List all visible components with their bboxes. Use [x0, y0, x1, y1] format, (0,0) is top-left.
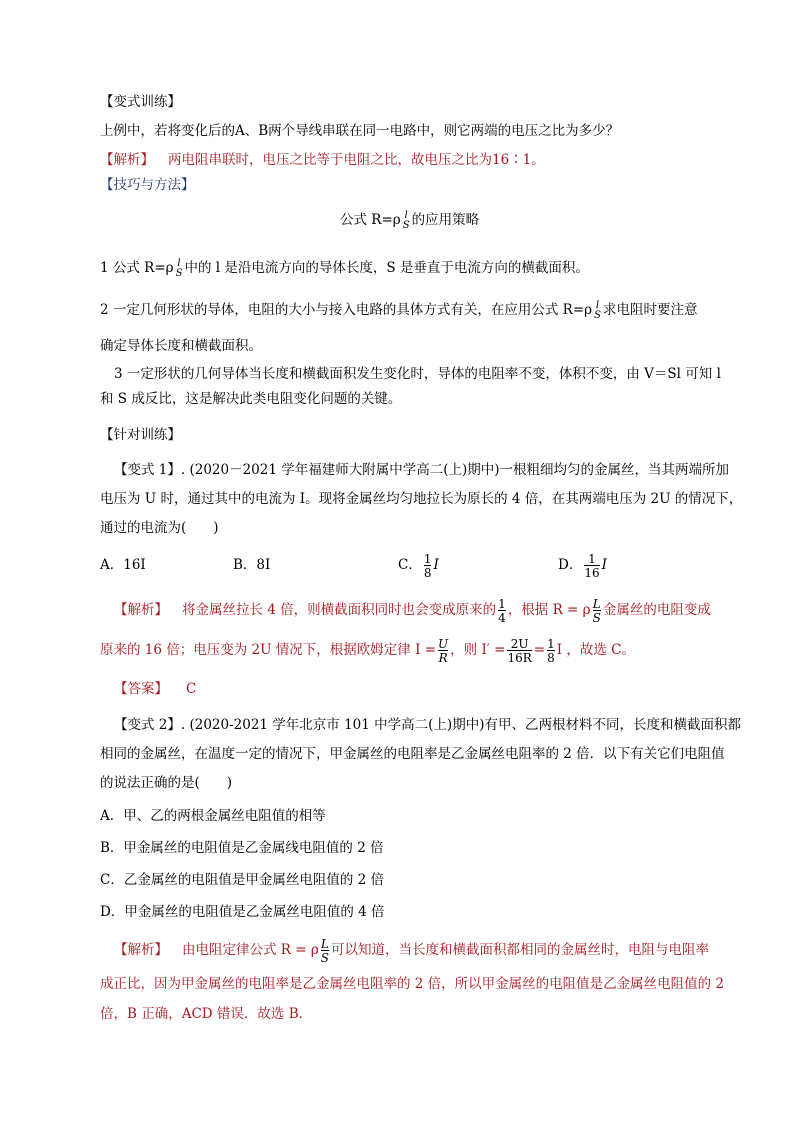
formula-fraction [403, 211, 410, 231]
q2-line2: 相同的金属丝，在温度一定的情况下，甲金属丝的电阻率是乙金属丝电阻率的 2 倍．以下有关它们电阻值 [100, 746, 725, 762]
q1-analysis-text: 将金属丝拉长 4 倍，则横截面积同时也会变成原来的 [182, 602, 497, 618]
q2-option-c: C．乙金属丝的电阻值是甲金属丝电阻值的 2 倍 [100, 872, 385, 888]
tips-item2-post: 求电阻时要注意 [602, 302, 698, 318]
q2-analysis-pre: 由电阻定律公式 R = ρ [182, 942, 319, 958]
q2-option-b: B．甲金属丝的电阻值是乙金属线电阻值的 2 倍 [100, 840, 384, 856]
frac-num: 1 [498, 596, 506, 611]
frac-num: U [438, 636, 449, 651]
q2-line3: 的说法正确的是( ) [100, 775, 233, 791]
tips-title [340, 202, 479, 238]
q1-analysis-line2 [100, 630, 635, 670]
answer-value: C [186, 681, 197, 697]
frac-den: S [175, 267, 183, 279]
analysis-label: 【解析】 [114, 942, 168, 958]
q1-analysis-mid: ，根据 R = ρ [507, 602, 591, 618]
tips-item-2 [100, 292, 697, 328]
tips-item-3-line2: 和 S 成反比，这是解决此类电阻变化问题的关键。 [100, 391, 402, 407]
analysis-text: 两电阻串联时，电压之比等于电阻之比，故电压之比为16∶1。 [168, 152, 545, 168]
variant-question: 上例中，若将变化后的A、B两个导线串联在同一电路中，则它两端的电压之比为多少？ [100, 123, 620, 139]
tips-heading: 【技巧与方法】 [100, 177, 195, 193]
q1-analysis-post: 金属丝的电阻变成 [602, 602, 711, 618]
q1-line1 [114, 460, 729, 480]
q1-option-b: B．8I [233, 557, 271, 573]
training-heading: 【针对训练】 [100, 427, 181, 443]
q2-line1-text: . (2020-2021 学年北京市 101 中学高二(上)期中)有甲、乙两根材料不同，长度和横截面积都 [180, 717, 741, 733]
tips-item1-post: 中的 l 是沿电流方向的导体长度，S 是垂直于电流方向的横截面积。 [184, 260, 589, 276]
tips-item1-pre: 1 公式 R=ρ [100, 260, 174, 276]
q1-option-c [398, 545, 439, 585]
frac-den: 8 [423, 565, 432, 580]
fraction-l-over-s [321, 938, 329, 964]
frac-num: 1 [588, 551, 596, 566]
q2-analysis-line2: 成正比，因为甲金属丝的电阻率是乙金属丝电阻率的 2 倍，所以甲金属丝的电阻值是乙金属丝电阻值的 2 [100, 976, 725, 992]
option-c-fraction [424, 553, 432, 579]
frac-den: 8 [547, 650, 555, 665]
section-heading-variant-training: 【变式训练】 [100, 94, 181, 110]
frac-num: l [595, 299, 600, 311]
q2-analysis-post: 可以知道，当长度和横截面积都相同的金属丝时，电阻与电阻率 [331, 942, 710, 958]
tips-item-3-line1: 3 一定形状的几何导体当长度和横截面积发生变化时，导体的电阻率不变，体积不变，由 V＝Sl 可知 l [114, 366, 721, 382]
tips-title-pre: 公式 R=ρ [340, 212, 401, 228]
frac-num: 1 [547, 636, 555, 651]
frac-num: 1 [423, 551, 432, 566]
tips-item-2-line2: 确定导体长度和横截面积。 [100, 338, 262, 354]
q1-option-d [558, 545, 607, 585]
frac-den: 16 [584, 565, 600, 580]
option-d-fraction [584, 553, 599, 579]
formula-fraction [594, 301, 601, 321]
option-c-label: C． [398, 557, 422, 573]
frac-den: 4 [498, 610, 506, 625]
analysis-1 [100, 150, 545, 170]
option-d-tail: I [601, 557, 607, 573]
fraction-u-over-r [438, 638, 448, 664]
tips-title-post: 的应用策略 [411, 212, 480, 228]
q1-label: 【变式 1】 [114, 462, 181, 478]
q2-analysis-line1 [114, 930, 709, 970]
frac-num: l [404, 209, 408, 221]
q1-analysis-line1 [114, 590, 711, 630]
frac-den: S [320, 950, 330, 965]
analysis-label: 【解析】 [114, 602, 168, 618]
fraction-one-eighth [547, 638, 555, 664]
formula-fraction [176, 259, 183, 279]
tips-item2-pre: 2 一定几何形状的导体，电阻的大小与接入电路的具体方式有关，在应用公式 R=ρ [100, 302, 593, 318]
equals-sign: = [533, 642, 546, 658]
frac-num: L [320, 936, 329, 951]
q2-option-a: A．甲、乙的两根金属丝电阻值的相等 [100, 808, 326, 824]
analysis-label: 【解析】 [100, 152, 154, 168]
q1-line3: 通过的电流为( ) [100, 520, 219, 536]
option-c-tail: I [433, 557, 439, 573]
frac-den: S [592, 610, 601, 625]
q1-analysis-line2-pre: 原来的 16 倍；电压变为 2U 情况下，根据欧姆定律 I = [100, 642, 437, 658]
answer-label: 【答案】 [114, 681, 168, 697]
q1-analysis-line2-mid: ，则 I′ = [450, 642, 506, 658]
frac-den: R [438, 650, 448, 665]
q2-line1 [114, 715, 741, 735]
q1-answer [114, 679, 196, 699]
q2-option-d: D．甲金属丝的电阻值是乙金属丝电阻值的 4 倍 [100, 904, 385, 920]
option-d-label: D． [558, 557, 583, 573]
q1-option-a: A．16I [100, 557, 146, 573]
tips-item-1 [100, 250, 589, 286]
frac-den: S [402, 219, 410, 231]
fraction-l-over-s [593, 598, 601, 624]
q1-analysis-line2-post: I ，故选 C。 [556, 642, 635, 658]
fraction-one-quarter [498, 598, 506, 624]
frac-num: L [592, 596, 601, 611]
q2-label: 【变式 2】 [114, 717, 181, 733]
frac-num: l [177, 257, 181, 269]
q2-analysis-line3: 倍，B 正确，ACD 错误．故选 B． [100, 1006, 313, 1022]
frac-den: S [594, 309, 601, 321]
frac-den: 16R [507, 650, 532, 665]
frac-num: 2U [510, 636, 529, 651]
fraction-2u-over-16r [507, 638, 531, 664]
q1-line2: 电压为 U 时，通过其中的电流为 I。现将金属丝均匀地拉长为原长的 4 倍，在其两端电压为 2U 的情况下， [100, 491, 743, 507]
q1-line1-text: . (2020－2021 学年福建师大附属中学高二(上)期中)一根粗细均匀的金属丝，当其两端所加 [180, 462, 730, 478]
